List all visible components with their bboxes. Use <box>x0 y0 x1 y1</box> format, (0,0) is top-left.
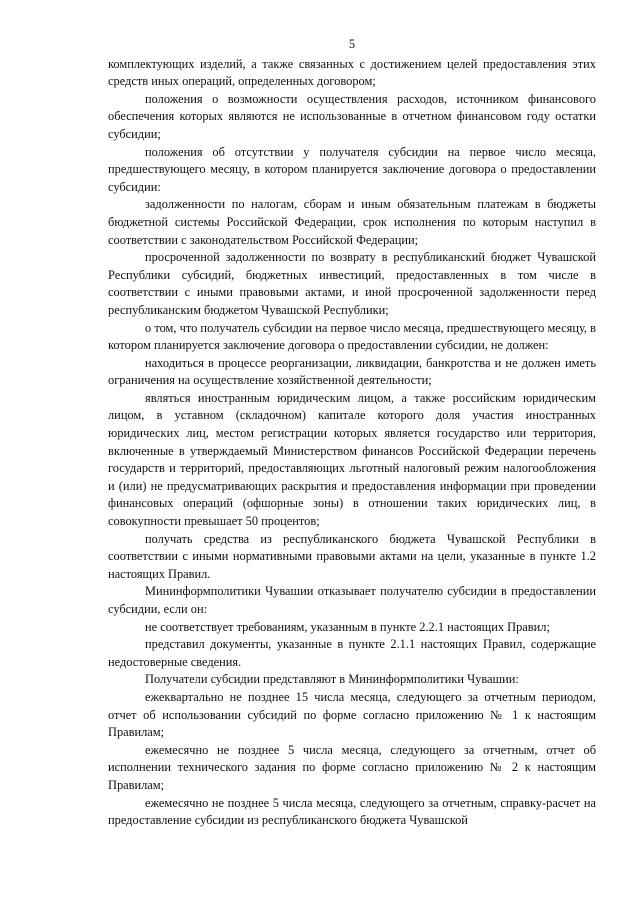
paragraph: ежемесячно не позднее 5 числа месяца, следующего за отчетным, отчет об исполнении технического задания по форме согласно приложению № 2 к настоящим Правилам; <box>108 742 596 792</box>
paragraph: ежемесячно не позднее 5 числа месяца, следующего за отчетным, справку-расчет на предоставление субсидии из республиканского бюджета Чувашской <box>108 795 596 828</box>
paragraph: не соответствует требованиям, указанным в пункте 2.2.1 настоящих Правил; <box>145 619 550 634</box>
paragraph: положения о возможности осуществления расходов, источником финансового обеспечения которых являются не использованные в отчетном финансовом году остатки субсидии; <box>108 91 596 141</box>
paragraph: комплектующих изделий, а также связанных с достижением целей предоставления этих средств иных операций, определенных договором; <box>108 56 596 89</box>
document-body <box>108 56 596 830</box>
paragraph: ежеквартально не позднее 15 числа месяца, следующего за отчетным периодом, отчет об использовании субсидий по форме согласно приложению № 1 к настоящим Правилам; <box>108 689 596 740</box>
paragraph: находиться в процессе реорганизации, ликвидации, банкротства и не должен иметь ограничения на осуществление хозяйственной деятельности; <box>108 355 596 388</box>
paragraph: положения об отсутствии у получателя субсидии на первое число месяца, предшествующего месяцу, в котором планируется заключение договора о предоставлении субсидии: <box>108 144 596 194</box>
paragraph: получать средства из республиканского бюджета Чувашской Республики в соответствии с иными нормативными правовыми актами на цели, указанные в пункте 1.2 настоящих Правил. <box>108 531 596 581</box>
paragraph: Мининформполитики Чувашии отказывает получателю субсидии в предоставлении субсидии, если он: <box>108 584 596 616</box>
paragraph: являться иностранным юридическим лицом, а также российским юридическим лицом, в уставном (складочном) капитале которого доля участия иностранных юридических лиц, местом регистрации которых является государство или территория, включенные в утверждаемый Министерством финансов Российской Федерации перечень государств и территорий, предоставляющих льготный налоговый режим налогообложения и (или) не предусматривающих раскрытия и предоставления информации при проведении финансовых операций (офшорные зоны) в отношении таких юридических лиц, в совокупности превышает 50 процентов; <box>108 390 596 529</box>
paragraph: о том, что получатель субсидии на первое число месяца, предшествующего месяцу, в котором планируется заключение договора о предоставлении субсидии, не должен: <box>108 320 596 353</box>
paragraph: представил документы, указанные в пункте 2.1.1 настоящих Правил, содержащие недостоверные сведения. <box>108 637 596 669</box>
paragraph: просроченной задолженности по возврату в республиканский бюджет Чувашской Республики субсидий, бюджетных инвестиций, предоставленных в том числе в соответствии с иными правовыми актами, и иной просроченной задолженности перед республиканским бюджетом Чувашской Республики; <box>108 250 596 317</box>
paragraph: задолженности по налогам, сборам и иным обязательным платежам в бюджеты бюджетной системы Российской Федерации, срок исполнения по которым наступил в соответствии с законодательством Российской Федерации; <box>108 197 596 247</box>
page-number: 5 <box>348 37 356 51</box>
document-page <box>108 36 596 830</box>
paragraph: Получатели субсидии представляют в Мининформполитики Чувашии: <box>145 672 519 687</box>
